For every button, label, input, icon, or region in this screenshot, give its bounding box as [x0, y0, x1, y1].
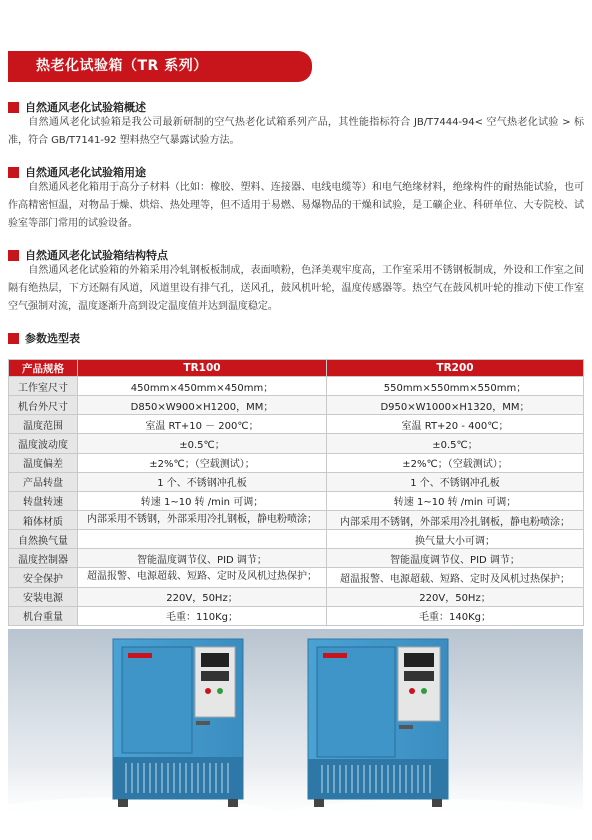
row-label: 温度控制器: [9, 549, 78, 568]
cell-tr200: 毛重：140Kg；: [327, 606, 584, 625]
row-label: 温度范围: [9, 415, 78, 434]
cell-tr200: 550mm×550mm×550mm；: [327, 377, 584, 396]
cell-tr200: 内部采用不锈钢，外部采用冷扎钢板，静电粉喷涂；: [327, 510, 584, 529]
section-title: 参数选型表: [25, 332, 80, 345]
table-row: [9, 510, 584, 529]
table-row: [9, 434, 584, 453]
cell-tr100: 1 个、不锈钢冲孔板: [78, 472, 327, 491]
cell-tr100: 智能温度调节仪、PID 调节；: [78, 549, 327, 568]
cell-tr100: 超温报警、电源超载、短路、定时及风机过热保护；: [78, 568, 327, 587]
cell-tr200: 智能温度调节仪、PID 调节；: [327, 549, 584, 568]
page-title: 热老化试验箱（TR 系列）: [36, 58, 208, 74]
red-square-icon: [8, 250, 19, 261]
table-row: [9, 491, 584, 510]
table-row: [9, 453, 584, 472]
cell-tr200: D950×W1000×H1320，MM；: [327, 396, 584, 415]
section-heading-spec-table: [8, 331, 80, 345]
machine-tr100: [113, 639, 243, 807]
red-square-icon: [8, 102, 19, 113]
spec-table: [8, 359, 584, 626]
cell-tr100: D850×W900×H1200，MM；: [78, 396, 327, 415]
cell-tr100: ±2%℃；（空载测试）；: [78, 453, 327, 472]
cell-tr100: 450mm×450mm×450mm；: [78, 377, 327, 396]
section-heading-structure: [8, 248, 168, 262]
section-title: 自然通风老化试验箱概述: [25, 101, 146, 114]
table-row: [9, 396, 584, 415]
cell-tr100: 220V，50Hz；: [78, 587, 327, 606]
cell-tr100: [78, 530, 327, 549]
row-label: 转盘转速: [9, 491, 78, 510]
table-row: [9, 549, 584, 568]
section-title: 自然通风老化试验箱用途: [25, 166, 146, 179]
product-illustration: [8, 629, 583, 834]
section-body-structure: 自然通风老化试验箱的外箱采用冷轧钢板板制成，表面喷粉，色泽美观牢度高，工作室采用不锈钢板制成，外设和工作室之间隔有绝热层，下方还隔有风道，风道里设有排气孔，送风孔，鼓风机叶轮，温度传感器等。热空气在鼓风机叶轮的推动下使工作室空气强制对流，温度逐渐升高到设定温度值并达到温度稳定。: [8, 265, 584, 312]
machine-tr200: [308, 639, 448, 807]
row-label: 温度波动度: [9, 434, 78, 453]
table-row: [9, 568, 584, 587]
row-label: 机台重量: [9, 606, 78, 625]
table-row: [9, 530, 584, 549]
section-title: 自然通风老化试验箱结构特点: [25, 249, 168, 262]
cell-tr200: 换气量大小可调；: [327, 530, 584, 549]
cell-tr200: 转速 1~10 转 /min 可调；: [327, 491, 584, 510]
table-header-cell: 产品规格: [9, 360, 78, 377]
table-row: [9, 415, 584, 434]
table-header-cell: TR100: [78, 360, 327, 377]
cell-tr200: 1 个、不锈钢冲孔板: [327, 472, 584, 491]
table-row: [9, 472, 584, 491]
red-square-icon: [8, 167, 19, 178]
cell-tr100: 室温 RT+10 － 200℃；: [78, 415, 327, 434]
cell-tr100: 内部采用不锈钢，外部采用冷扎钢板，静电粉喷涂；: [78, 510, 327, 529]
page-banner: [8, 51, 312, 82]
row-label: 产品转盘: [9, 472, 78, 491]
table-row: [9, 587, 584, 606]
table-header-row: [9, 360, 584, 377]
cell-tr100: 转速 1~10 转 /min 可调；: [78, 491, 327, 510]
row-label: 安装电源: [9, 587, 78, 606]
cell-tr100: ±0.5℃；: [78, 434, 327, 453]
row-label: 安全保护: [9, 568, 78, 587]
table-row: [9, 377, 584, 396]
cell-tr200: 超温报警、电源超载、短路、定时及风机过热保护；: [327, 568, 584, 587]
cell-tr200: 220V，50Hz；: [327, 587, 584, 606]
cell-tr100: 毛重：110Kg；: [78, 606, 327, 625]
row-label: 自然换气量: [9, 530, 78, 549]
cell-tr200: ±0.5℃；: [327, 434, 584, 453]
section-heading-overview: [8, 100, 146, 114]
product-photo: [8, 629, 583, 834]
row-label: 工作室尺寸: [9, 377, 78, 396]
row-label: 箱体材质: [9, 510, 78, 529]
table-row: [9, 606, 584, 625]
section-heading-usage: [8, 165, 146, 179]
red-square-icon: [8, 333, 19, 344]
table-header-cell: TR200: [327, 360, 584, 377]
section-body-usage: 自然通风老化箱用于高分子材料（比如：橡胶、塑料、连接器、电线电缆等）和电气绝缘材料，绝缘构件的耐热能试验，也可作高精密恒温，对物品于燥、烘焙、热处理等，但不适用于易燃、易爆物品的干燥和试验，是工礦企业、科研单位、大专院校、试验室等部门常用的试验设备。: [8, 182, 584, 229]
section-body-overview: 自然通风老化试验箱是我公司最新研制的空气热老化试箱系列产品，其性能指标符合 JB/T7444-94< 空气热老化试验 > 标准，符合 GB/T7141-92 塑料热空气暴露试验方法。: [8, 117, 584, 146]
cell-tr200: 室温 RT+20 - 400℃；: [327, 415, 584, 434]
row-label: 温度偏差: [9, 453, 78, 472]
cell-tr200: ±2%℃；（空载测试）；: [327, 453, 584, 472]
row-label: 机台外尺寸: [9, 396, 78, 415]
